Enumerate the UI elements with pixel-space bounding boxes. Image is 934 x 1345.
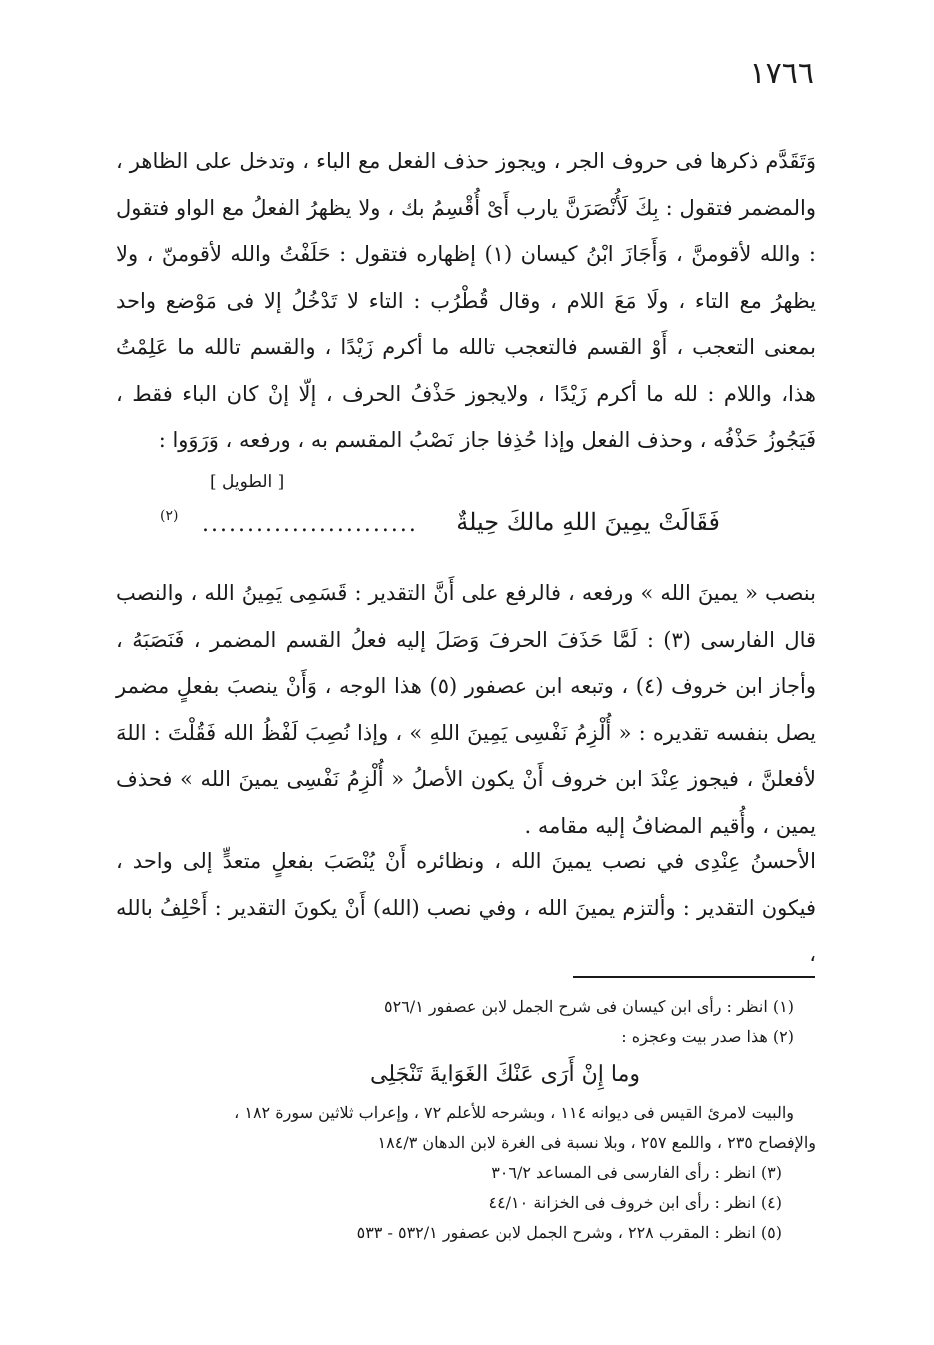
paragraph-2: بنصب « يمينَ الله » ورفعه ، فالرفع على أَنَّ التقدير : قَسَمِى يَمِينُ الله ، والنصب قال الفارسى (٣) : لَمَّا حَذَفَ الحرفَ وَصَلَ إليه فعلُ القسم المضمر ، فَنَصَبَهُ ، وأجاز ابن خروف (٤) ، وتبعه ابن عصفور (٥) هذا الوجه ، وَأَنْ ينصبَ بفعلٍ مضمر يصل بنفسه تقديره : « أُلْزِمُ نَفْسِى يَمِينَ اللهِ » ، وإذا نُصِبَ لَفْظُ الله فَقُلْتَ : اللهَ لأفعلنَّ ، فيجوز عِنْدَ ابن خروف أَنْ يكون الأصلُ « أُلْزِمُ نَفْسِى يمينَ الله » فحذف يمين ، وأُقيم المضافُ إليه مقامه . <box>116 581 817 838</box>
footnote-5: (٥) انظر : المقرب ٢٢٨ ، وشرح الجمل لابن عصفور ٥٣٢/١ - ٥٣٣ <box>356 1223 782 1242</box>
footnote-2-source-line-2: والإفصاح ٢٣٥ ، واللمع ٢٥٧ ، وبلا نسبة فى الغرة لابن الدهان ١٨٤/٣ <box>377 1133 816 1152</box>
footnote-2-verse: وما إِنْ أَرَى عَنْكَ الغَوَايةَ تَنْجَلِى <box>369 1062 640 1087</box>
verse-first-hemistich: فَقَالَتْ يمِينَ اللهِ مالكَ حِيلةٌ <box>456 508 720 536</box>
verse-omitted-second-hemistich: ........................ <box>202 512 418 537</box>
footnote-3: (٣) انظر : رأى الفارسى فى المساعد ٣٠٦/٢ <box>491 1163 782 1182</box>
paragraph-3: الأحسنُ عِنْدِى في نصب يمينَ الله ، ونظائره أَنْ يُنْصَبَ بفعلٍ متعدٍّ إلى واحد ، فيكون التقدير : وألتزم يمينَ الله ، وفي نصب (الله) أَنْ يكونَ التقدير : أَحْلِفُ بالله ، <box>116 849 816 966</box>
footnotes <box>116 992 816 1248</box>
footnote-divider <box>573 976 815 978</box>
footnote-2-source-line-1: والبيت لامرئ القيس فى ديوانه ١١٤ ، وبشرحه للأعلم ٧٢ ، وإعراب ثلاثين سورة ١٨٢ ، <box>234 1103 794 1122</box>
main-text-block-2 <box>116 570 816 849</box>
main-text-block-3 <box>116 838 816 978</box>
footnote-2: (٢) هذا صدر بيت وعجزه : <box>621 1027 794 1046</box>
page-number: ١٧٦٦ <box>749 56 814 91</box>
footnote-1: (١) انظر : رأى ابن كيسان فى شرح الجمل لابن عصفور ٥٢٦/١ <box>384 997 794 1016</box>
poetic-meter-label: [ الطويل ] <box>210 472 285 492</box>
verse-footnote-marker: (٢) <box>160 508 179 524</box>
main-text-block-1 <box>116 138 816 464</box>
paragraph-1: وَتَقَدَّم ذكرها فى حروف الجر ، ويجوز حذف الفعل مع الباء ، وتدخل على الظاهر ، والمضمر فتقول : بِكَ لَأُنْصَرَنَّ يارب أَىْ أُقْسِمُ بك ، ولا يظهرُ الفعلُ مع الواو فتقول : والله لأقومنَّ ، وَأَجَازَ ابْنُ كيسان (١) إظهاره فتقول : حَلَفْتُ والله لأقومنّ ، ولا يظهرُ مع التاء ، ولَا مَعَ اللام ، وقال قُطْرُب : التاء لا تَدْخُلُ إلا فى مَوْضع واحد بمعنى التعجب ، أَوْ القسم فالتعجب تالله ما أكرم زَيْدًا ، والقسم تالله ما عَلِمْتُ هذا، واللام : لله ما أكرم زَيْدًا ، ولايجوز حَذْفُ الحرف ، إلّا إنْ كان الباء فقط ، فَيَجُوزُ حَذْفُه ، وحذف الفعل وإذا حُذِفا جاز نَصْبُ المقسم به ، ورفعه ، وَرَوَوا : <box>116 149 816 452</box>
quoted-verse <box>160 508 720 552</box>
footnote-4: (٤) انظر : رأى ابن خروف فى الخزانة ٤٤/١٠ <box>488 1193 782 1212</box>
